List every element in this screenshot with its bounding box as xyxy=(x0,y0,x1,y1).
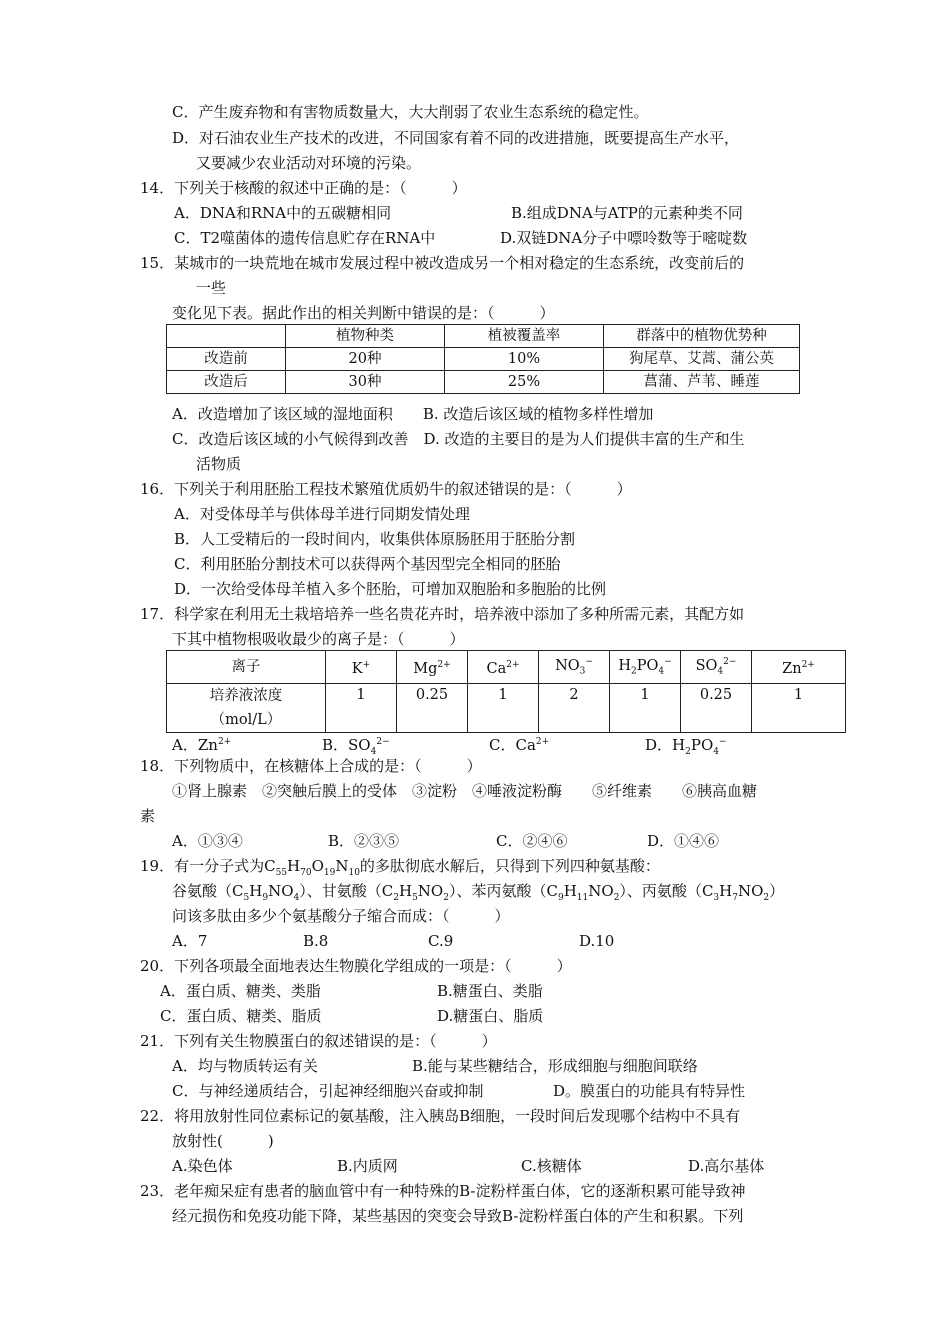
table-cell: 0.25 xyxy=(397,683,468,732)
q19-option-b: B.8 xyxy=(303,932,329,950)
q16-option-d: D．一次给受体母羊植入多个胚胎，可增加双胞胎和多胞胎的比例 xyxy=(174,580,607,598)
q17-option-b: B．$SO_4^{2-}$ xyxy=(322,736,390,757)
q15-option-d-line2: 活物质 xyxy=(196,455,242,473)
q18-option-a: A．①③④ xyxy=(172,832,243,850)
q22-option-a: A.染色体 xyxy=(172,1157,233,1175)
q22-stem-line2: 放射性( ) xyxy=(172,1132,274,1150)
q17-option-c: C．$Ca^{2+}$ xyxy=(489,736,550,754)
table-cell xyxy=(167,325,286,348)
table-cell: 20种 xyxy=(286,348,445,371)
q13-option-c: C．产生废弃物和有害物质数量大，大大削弱了农业生态系统的稳定性。 xyxy=(172,103,649,121)
table-cell: 植物种类 xyxy=(286,325,445,348)
q13-option-d-line1: D．对石油农业生产技术的改进，不同国家有着不同的改进措施，既要提高生产水平， xyxy=(172,129,740,147)
table-row xyxy=(167,651,846,684)
table-row xyxy=(167,348,800,371)
q22-stem-line1: 22．将用放射性同位素标记的氨基酸，注入胰岛B细胞，一段时间后发现哪个结构中不具有 xyxy=(140,1107,741,1125)
q17-option-a: A．$Zn^{2+}$ xyxy=(172,736,232,754)
q15-stem-line1: 15．某城市的一块荒地在城市发展过程中被改造成另一个相对稳定的生态系统，改变前后的 xyxy=(140,254,745,272)
q19-amino-acids: 谷氨酸$(C_5H_9NO_4)$、甘氨酸$(C_2H_5NO_2)$、苯丙氨酸$(C_9H_{11}NO_2)$、丙氨酸$(C_3H_7NO_2)$ xyxy=(172,882,785,903)
q16-option-a: A．对受体母羊与供体母羊进行同期发情处理 xyxy=(174,505,470,523)
q21-option-c: C．与神经递质结合，引起神经细胞兴奋或抑制 xyxy=(172,1082,484,1100)
table-cell: 1 xyxy=(468,683,539,732)
table-cell: 改造后 xyxy=(167,371,286,394)
table-row xyxy=(167,371,800,394)
q20-stem: 20．下列各项最全面地表达生物膜化学组成的一项是：（ ） xyxy=(140,957,572,975)
table-cell: 2 xyxy=(539,683,610,732)
q15-options-ab: A．改造增加了该区域的湿地面积 B. 改造后该区域的植物多样性增加 xyxy=(172,405,654,423)
table-cell: 10% xyxy=(445,348,604,371)
table-cell: 1 xyxy=(326,683,397,732)
q18-option-d: D．①④⑥ xyxy=(647,832,720,850)
table-cell: 0.25 xyxy=(681,683,752,732)
q18-stem: 18．下列物质中，在核糖体上合成的是：（ ） xyxy=(140,757,482,775)
ion-zn: $Zn^{2+}$ xyxy=(752,651,846,684)
q21-stem: 21．下列有关生物膜蛋白的叙述错误的是：（ ） xyxy=(140,1032,497,1050)
q15-options-cd: C．改造后该区域的小气候得到改善 D. 改造的主要目的是为人们提供丰富的生产和生 xyxy=(172,430,745,448)
q15-table xyxy=(166,324,800,394)
q19-stem: 19．有一分子式为$C_{55}H_{70}O_{19}N_{10}$的多肽彻底水解后，只得到下列四种氨基酸： xyxy=(140,857,660,878)
q21-option-b: B.能与某些糖结合，形成细胞与细胞间联络 xyxy=(412,1057,698,1075)
q17-stem-line2: 下其中植物根吸收最少的离子是：（ ） xyxy=(172,630,465,648)
q15-stem-line3: 变化见下表。据此作出的相关判断中错误的是：（ ） xyxy=(172,304,555,322)
table-cell xyxy=(167,683,326,732)
q18-items-line1: ①肾上腺素 ②突触后膜上的受体 ③淀粉 ④唾液淀粉酶 ⑤纤维素 ⑥胰高血糖 xyxy=(172,782,758,800)
q17-stem-line1: 17．科学家在利用无土栽培培养一些名贵花卉时，培养液中添加了多种所需元素，其配方如 xyxy=(140,605,745,623)
q17-option-d: D．$H_2PO_4^-$ xyxy=(645,736,727,757)
ion-ca: $Ca^{2+}$ xyxy=(468,651,539,684)
q22-option-c: C.核糖体 xyxy=(521,1157,582,1175)
table-cell: 菖蒲、芦苇、睡莲 xyxy=(604,371,800,394)
q22-option-d: D.高尔基体 xyxy=(688,1157,765,1175)
q14-option-c: C．T2噬菌体的遗传信息贮存在RNA中 xyxy=(174,229,436,247)
ion-no3: $NO_3^-$ xyxy=(539,651,610,684)
q19-question: 问该多肽由多少个氨基酸分子缩合而成：（ ） xyxy=(172,907,510,925)
q21-option-a: A．均与物质转运有关 xyxy=(172,1057,318,1075)
q19-option-a: A．7 xyxy=(172,932,208,950)
q20-option-b: B.糖蛋白、类脂 xyxy=(437,982,543,1000)
q19-option-d: D.10 xyxy=(579,932,615,950)
concentration-unit: （mol/L） xyxy=(210,711,282,728)
q22-option-b: B.内质网 xyxy=(337,1157,398,1175)
concentration-label: 培养液浓度 xyxy=(209,687,283,704)
q20-option-c: C．蛋白质、糖类、脂质 xyxy=(160,1007,322,1025)
table-cell: 1 xyxy=(752,683,846,732)
q19-option-c: C.9 xyxy=(428,932,454,950)
table-cell: 改造前 xyxy=(167,348,286,371)
table-cell: 25% xyxy=(445,371,604,394)
q16-stem: 16．下列关于利用胚胎工程技术繁殖优质奶牛的叙述错误的是：（ ） xyxy=(140,480,632,498)
ion-k: K+ xyxy=(326,651,397,684)
q15-stem-line2: 一些 xyxy=(196,279,227,297)
table-cell: 离子 xyxy=(167,651,326,684)
q20-option-a: A．蛋白质、糖类、类脂 xyxy=(160,982,321,1000)
q13-option-d-line2: 又要减少农业活动对环境的污染。 xyxy=(196,154,422,172)
q18-items-line2: 素 xyxy=(140,807,156,825)
table-cell: 30种 xyxy=(286,371,445,394)
q14-option-a: A．DNA和RNA中的五碳糖相同 xyxy=(174,204,392,222)
q20-option-d: D.糖蛋白、脂质 xyxy=(437,1007,544,1025)
table-cell: 群落中的植物优势种 xyxy=(604,325,800,348)
q16-option-b: B．人工受精后的一段时间内，收集供体原肠胚用于胚胎分割 xyxy=(174,530,576,548)
q23-stem-line1: 23．老年痴呆症有患者的脑血管中有一种特殊的B-淀粉样蛋白体，它的逐渐积累可能导致神 xyxy=(140,1182,746,1200)
q14-option-b: B.组成DNA与ATP的元素种类不同 xyxy=(511,204,743,222)
table-cell: 1 xyxy=(610,683,681,732)
q14-option-d: D.双链DNA分子中嘌呤数等于嘧啶数 xyxy=(500,229,748,247)
q17-table xyxy=(166,650,846,733)
q18-option-c: C．②④⑥ xyxy=(496,832,568,850)
ion-h2po4: $H_2PO_4^-$ xyxy=(610,651,681,684)
ion-so4: $SO_4^{2-}$ xyxy=(681,651,752,684)
q21-option-d: D。膜蛋白的功能具有特异性 xyxy=(553,1082,746,1100)
q18-option-b: B．②③⑤ xyxy=(328,832,400,850)
ion-mg: $Mg^{2+}$ xyxy=(397,651,468,684)
q16-option-c: C．利用胚胎分割技术可以获得两个基因型完全相同的胚胎 xyxy=(174,555,561,573)
q14-stem: 14．下列关于核酸的叙述中正确的是：（ ） xyxy=(140,179,467,197)
q23-stem-line2: 经元损伤和免疫功能下降，某些基因的突变会导致B-淀粉样蛋白体的产生和积累。下列 xyxy=(172,1207,744,1225)
table-row xyxy=(167,325,800,348)
table-cell: 狗尾草、艾蒿、蒲公英 xyxy=(604,348,800,371)
table-cell: 植被覆盖率 xyxy=(445,325,604,348)
table-row xyxy=(167,683,846,732)
